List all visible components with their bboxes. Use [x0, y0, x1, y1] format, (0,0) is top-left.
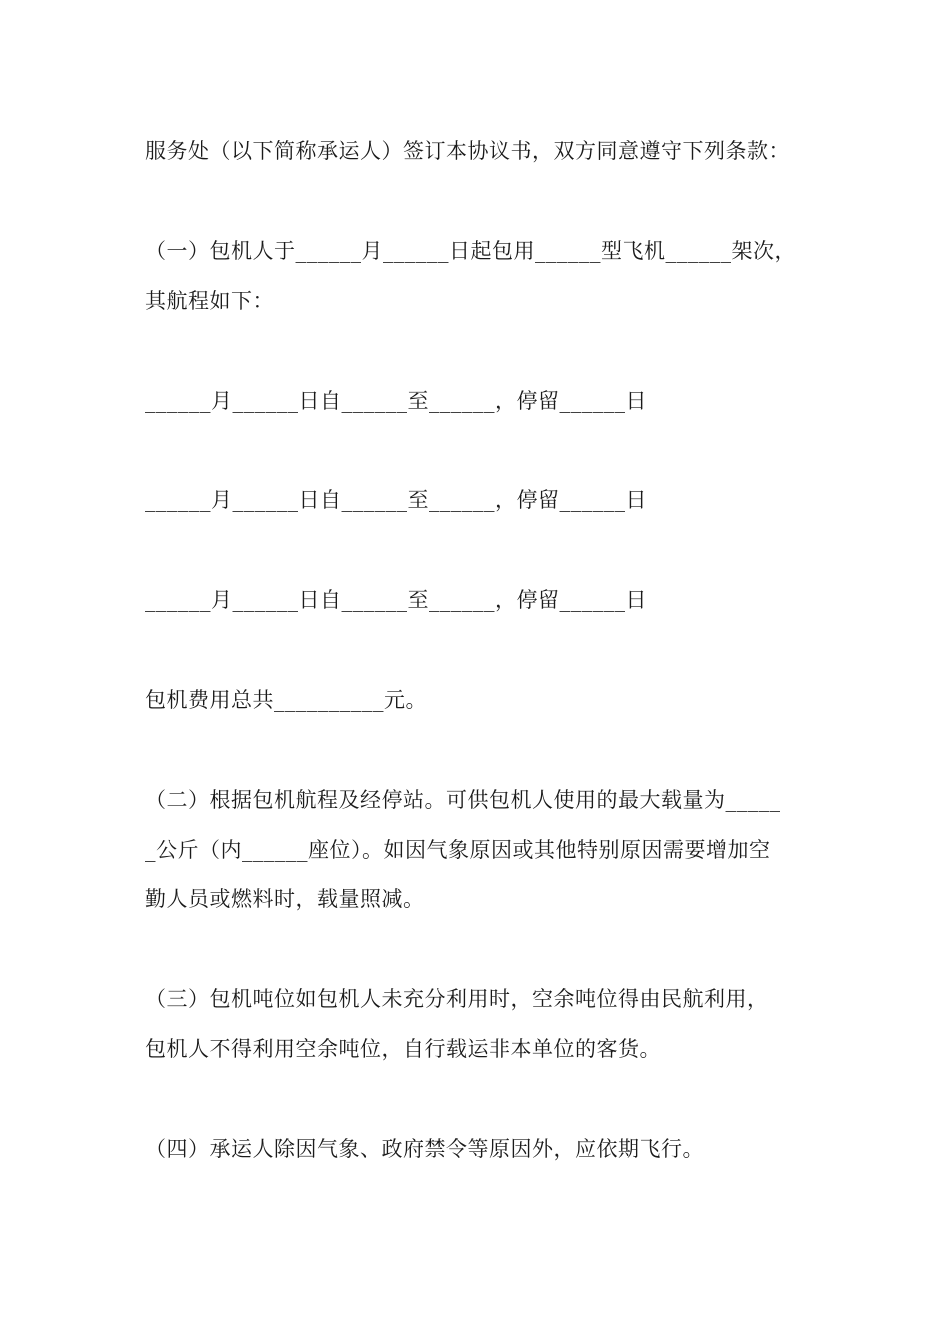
clause-3-line-2: 包机人不得利用空余吨位，自行载运非本单位的客货。: [145, 1037, 661, 1061]
intro-text: 服务处（以下简称承运人）签订本协议书，双方同意遵守下列条款：: [145, 139, 790, 163]
clause-1-line-2: 其航程如下：: [145, 289, 274, 313]
clause-4-line-1: （四）承运人除因气象、政府禁令等原因外，应依期飞行。: [145, 1137, 704, 1161]
itinerary-line-1: ______月______日自______至______，停留______日: [145, 389, 647, 413]
clause-2-line-1: （二）根据包机航程及经停站。可供包机人使用的最大载量为_____: [145, 788, 781, 812]
itinerary-line-2: ______月______日自______至______，停留______日: [145, 488, 647, 512]
clause-1-line-1: （一）包机人于______月______日起包用______型飞机______架次，: [145, 239, 796, 263]
clause-3-line-1: （三）包机吨位如包机人未充分利用时，空余吨位得由民航利用，: [145, 987, 769, 1011]
itinerary-line-3: ______月______日自______至______，停留______日: [145, 588, 647, 612]
clause-2-line-3: 勤人员或燃料时，载量照减。: [145, 887, 425, 911]
total-cost-line: 包机费用总共__________元。: [145, 688, 427, 712]
clause-2-line-2: _公斤（内______座位）。如因气象原因或其他特别原因需要增加空: [145, 838, 771, 862]
